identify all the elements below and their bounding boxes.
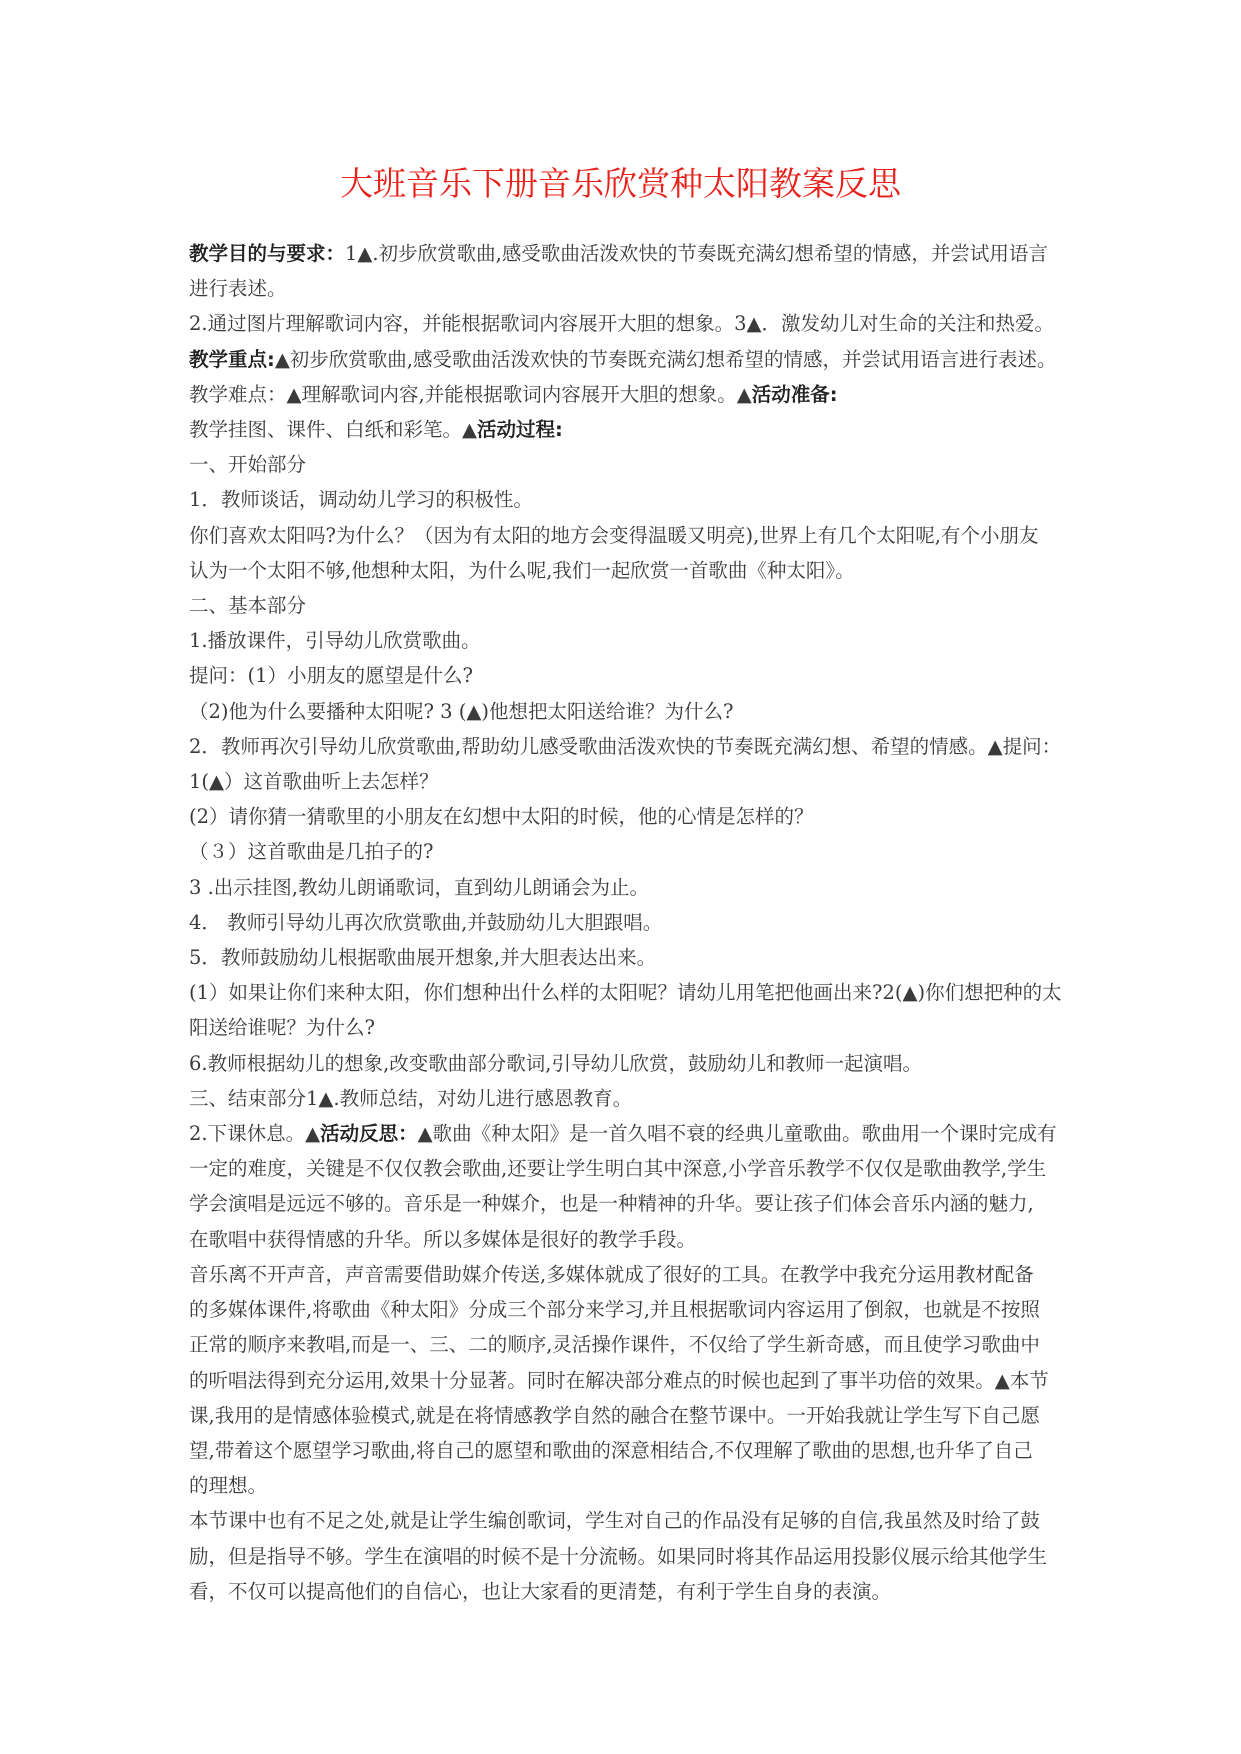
bold-heading-text: 教学目的与要求：	[189, 242, 346, 265]
line-text: 三、结束部分1▲.教师总结，对幼儿进行感恩教育。	[189, 1086, 633, 1110]
text-line	[189, 1292, 1059, 1327]
line-text: 1▲.初步欣赏歌曲,感受歌曲活泼欢快的节奏既充满幻想希望的情感，并尝试用语言	[345, 242, 1048, 265]
text-line	[189, 377, 1059, 412]
text-line	[189, 1327, 1059, 1362]
text-line	[189, 1363, 1059, 1398]
document-title: 大班音乐下册音乐欣赏种太阳教案反思	[340, 164, 901, 203]
line-text: 励，但是指导不够。学生在演唱的时候不是十分流畅。如果同时将其作品运用投影仪展示给其他学生	[189, 1544, 1048, 1568]
text-line	[189, 905, 1059, 940]
line-text: 一、开始部分	[189, 453, 307, 477]
text-line	[189, 1503, 1059, 1538]
line-text: 1．教师谈话，调动幼儿学习的积极性。	[189, 488, 533, 512]
line-text: 在歌唱中获得情感的升华。所以多媒体是很好的教学手段。	[189, 1227, 697, 1251]
line-text: 本节课中也有不足之处,就是让学生编创歌词，学生对自己的作品没有足够的自信,我虽然及时给了鼓	[189, 1509, 1040, 1533]
line-text: 学会演唱是远远不够的。音乐是一种媒介，也是一种精神的升华。要让孩子们体会音乐内涵的魅力,	[189, 1192, 1034, 1216]
text-line	[189, 1257, 1059, 1292]
line-text: ▲初步欣赏歌曲,感受歌曲活泼欢快的节奏既充满幻想希望的情感，并尝试用语言进行表述。	[274, 347, 1057, 371]
bold-heading-text: 活动反思：	[320, 1122, 418, 1146]
line-text: 你们喜欢太阳吗?为什么？（因为有太阳的地方会变得温暖又明亮),世界上有几个太阳呢,有个小朋友	[189, 523, 1039, 547]
line-text: 课,我用的是情感体验模式,就是在将情感教学自然的融合在整节课中。一开始我就让学生写下自己愿	[189, 1403, 1040, 1427]
text-line	[189, 694, 1059, 729]
line-text: ▲歌曲《种太阳》是一首久唱不衰的经典儿童歌曲。歌曲用一个课时完成有	[417, 1122, 1057, 1146]
line-text: 2．教师再次引导幼儿欣赏歌曲,帮助幼儿感受歌曲活泼欢快的节奏既充满幻想、希望的情感。▲提问：	[189, 734, 1062, 758]
bold-heading-text: 活动准备:	[751, 382, 838, 406]
line-text: （３）这首歌曲是几拍子的?	[189, 840, 434, 864]
text-line	[189, 1081, 1059, 1116]
text-line	[189, 729, 1062, 764]
text-line	[189, 342, 1059, 377]
line-text: 进行表述。	[189, 277, 287, 301]
line-text: 认为一个太阳不够,他想种太阳，为什么呢,我们一起欣赏一首歌曲《种太阳》。	[189, 558, 855, 582]
text-line	[189, 940, 1059, 975]
line-text: 正常的顺序来教唱,而是一、三、二的顺序,灵活操作课件，不仅给了学生新奇感，而且使学习歌曲中	[189, 1333, 1040, 1357]
line-text: 的理想。	[189, 1474, 268, 1498]
line-text: （2)他为什么要播种太阳呢? 3 (▲)他想把太阳送给谁？为什么?	[189, 699, 734, 723]
line-text: 提问：(1）小朋友的愿望是什么?	[189, 664, 473, 688]
line-text: 1(▲）这首歌曲听上去怎样？	[189, 770, 439, 794]
text-line	[189, 553, 1059, 588]
text-line	[189, 236, 1059, 271]
text-line	[189, 1539, 1059, 1574]
line-text: 教学挂图、课件、白纸和彩笔。▲	[189, 418, 477, 442]
line-text: 6.教师根据幼儿的想象,改变歌曲部分歌词,引导幼儿欣赏，鼓励幼儿和教师一起演唱。	[189, 1051, 923, 1075]
line-text: 4． 教师引导幼儿再次欣赏歌曲,并鼓励幼儿大胆跟唱。	[189, 910, 663, 934]
line-text: (2）请你猜一猜歌里的小朋友在幻想中太阳的时候，他的心情是怎样的？	[189, 805, 814, 829]
bold-heading-text: 教学重点:	[189, 347, 275, 371]
line-text: 教学难点：▲理解歌词内容,并能根据歌词内容展开大胆的想象。▲	[189, 382, 752, 406]
text-line	[189, 1222, 1059, 1257]
text-line	[189, 588, 1059, 623]
line-text: 5．教师鼓励幼儿根据歌曲展开想象,并大胆表达出来。	[189, 946, 657, 970]
text-line	[189, 1186, 1059, 1221]
text-line	[189, 799, 1059, 834]
document-body	[189, 236, 1062, 1609]
text-line	[189, 1046, 1059, 1081]
line-text: 阳送给谁呢？为什么?	[189, 1016, 375, 1040]
line-text: 望,带着这个愿望学习歌曲,将自己的愿望和歌曲的深意相结合,不仅理解了歌曲的思想,也升华了自己	[189, 1438, 1033, 1462]
line-text: 看，不仅可以提高他们的自信心，也让大家看的更清楚，有利于学生自身的表演。	[189, 1579, 892, 1603]
text-line	[189, 1433, 1059, 1468]
text-line	[189, 518, 1059, 553]
text-line	[189, 447, 1059, 482]
line-text: 一定的难度，关键是不仅仅教会歌曲,还要让学生明白其中深意,小学音乐教学不仅仅是歌曲教学,学生	[189, 1157, 1047, 1181]
text-line	[189, 1010, 1059, 1045]
text-line	[189, 1116, 1059, 1151]
line-text: 2.下课休息。▲	[189, 1122, 321, 1146]
text-line	[189, 1151, 1059, 1186]
text-line	[189, 1398, 1059, 1433]
text-line	[189, 412, 1059, 447]
text-line	[189, 658, 1059, 693]
bold-heading-text: 活动过程:	[477, 418, 563, 442]
line-text: (1）如果让你们来种太阳，你们想种出什么样的太阳呢？请幼儿用笔把他画出来?2(▲)你们想把种的太	[189, 981, 1062, 1005]
text-line	[189, 271, 1059, 306]
line-text: 的听唱法得到充分运用,效果十分显著。同时在解决部分难点的时候也起到了事半功倍的效果。▲本节	[189, 1368, 1049, 1392]
text-line	[189, 306, 1059, 341]
line-text: 1.播放课件，引导幼儿欣赏歌曲。	[189, 629, 481, 653]
text-line	[189, 1574, 1059, 1609]
text-line	[189, 870, 1059, 905]
text-line	[189, 834, 1059, 869]
text-line	[189, 482, 1059, 517]
text-line	[189, 623, 1059, 658]
line-text: 二、基本部分	[189, 594, 307, 618]
text-line	[189, 975, 1062, 1010]
text-line	[189, 764, 1059, 799]
line-text: 2.通过图片理解歌词内容，并能根据歌词内容展开大胆的想象。3▲．激发幼儿对生命的关注和热爱。	[189, 312, 1055, 336]
text-line	[189, 1468, 1059, 1503]
line-text: 的多媒体课件,将歌曲《种太阳》分成三个部分来学习,并且根据歌词内容运用了倒叙，也就是不按照	[189, 1298, 1040, 1322]
line-text: 音乐离不开声音，声音需要借助媒介传送,多媒体就成了很好的工具。在教学中我充分运用教材配备	[189, 1262, 1034, 1286]
line-text: 3 .出示挂图,教幼儿朗诵歌词，直到幼儿朗诵会为止。	[189, 875, 650, 899]
